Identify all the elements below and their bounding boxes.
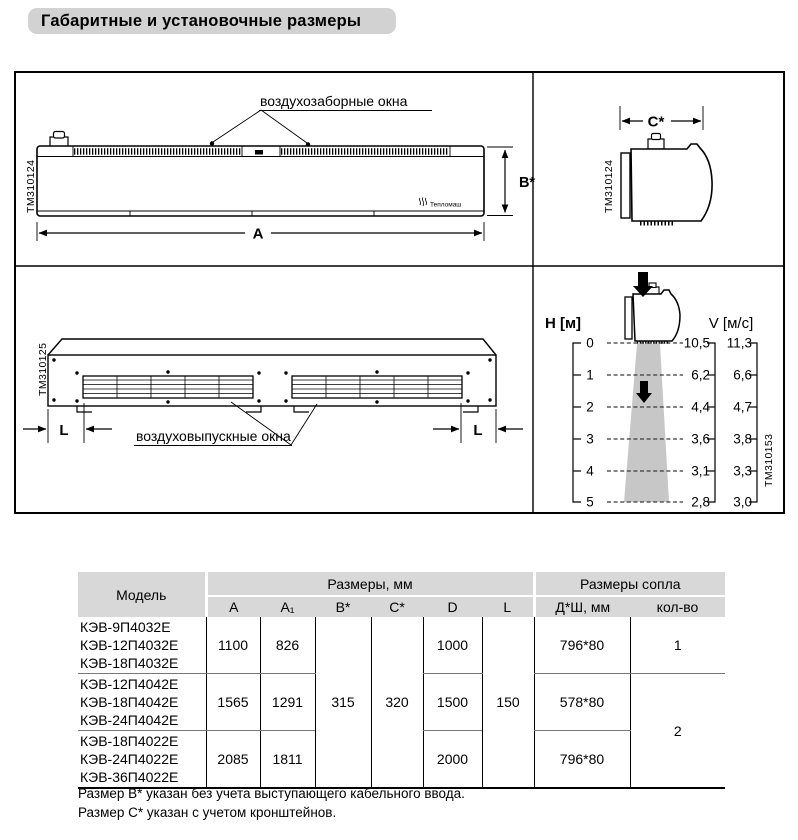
svg-text:4,4: 4,4 — [691, 399, 710, 415]
col-header-c: C* — [371, 596, 423, 617]
l-dimension-left — [23, 403, 112, 443]
col-header-l: L — [482, 596, 534, 617]
svg-text:6,2: 6,2 — [691, 367, 710, 383]
model-cell: КЭВ-12П4042Е КЭВ-18П4042Е КЭВ-24П4042Е — [78, 674, 206, 731]
outlet-grille-right — [292, 376, 462, 398]
air-curtain-icon — [625, 283, 680, 343]
col-header-nozzle-size: Д*Ш, мм — [534, 596, 630, 617]
svg-text:1: 1 — [586, 367, 594, 383]
value-a1: 826 — [260, 617, 315, 674]
value-qty-shared: 2 — [630, 674, 725, 789]
footnote-c: Размер С* указан с учетом кронштейнов. — [78, 805, 337, 820]
svg-text:3,1: 3,1 — [691, 463, 710, 479]
footnotes — [78, 784, 465, 822]
footnote-b: Размер В* указан без учета выступающего кабельного ввода. — [78, 786, 465, 801]
jet-velocity-chart — [545, 272, 775, 510]
svg-text:3,8: 3,8 — [733, 431, 752, 447]
b-dimension — [487, 147, 535, 216]
v-center-values — [684, 336, 711, 510]
value-a: 1565 — [206, 674, 260, 731]
table-row-group-1 — [78, 617, 725, 674]
h-axis-ticks — [586, 336, 594, 510]
air-curtain-bottom-drawing — [48, 339, 496, 412]
value-nozzle: 796*80 — [534, 731, 630, 789]
page-title: Габаритные и установочные размеры — [41, 11, 362, 30]
col-header-b: B* — [315, 596, 371, 617]
value-d: 2000 — [423, 731, 482, 789]
col-group-nozzle: Размеры сопла — [534, 572, 725, 596]
col-header-model: Модель — [78, 572, 206, 617]
svg-text:3,6: 3,6 — [691, 431, 710, 447]
svg-text:2: 2 — [586, 399, 594, 415]
outlet-grille-left — [83, 376, 253, 398]
value-l-shared: 150 — [482, 617, 534, 788]
drawing-number-front: ТМ310124 — [25, 159, 37, 213]
intake-callout-leaders — [210, 110, 310, 147]
v-axis-label: V [м/с] — [708, 315, 754, 332]
svg-text:3,0: 3,0 — [733, 494, 752, 510]
svg-text:4: 4 — [586, 463, 594, 479]
value-a1: 1291 — [260, 674, 315, 731]
dim-l-right-label: L — [473, 422, 483, 439]
svg-text:0: 0 — [586, 335, 594, 351]
svg-text:10,5: 10,5 — [683, 335, 710, 351]
logo-text: Тепломаш — [430, 201, 462, 209]
h-axis-label: H [м] — [544, 315, 582, 332]
svg-text:4,7: 4,7 — [733, 399, 752, 415]
v-edge-values — [727, 336, 752, 510]
front-view — [25, 93, 535, 243]
bottom-view — [23, 339, 523, 446]
a-dimension — [37, 222, 484, 243]
h-axis-bracket — [573, 343, 581, 502]
col-header-d: D — [423, 596, 482, 617]
dim-b-label: B* — [518, 175, 536, 191]
outlet-windows-callout: воздуховыпускные окна — [136, 428, 291, 444]
value-qty: 1 — [630, 617, 725, 674]
svg-text:3: 3 — [586, 431, 594, 447]
value-d: 1500 — [423, 674, 482, 731]
svg-text:6,6: 6,6 — [733, 367, 752, 383]
value-nozzle: 578*80 — [534, 674, 630, 731]
col-header-nozzle-qty: кол-во — [630, 596, 725, 617]
value-a1: 1811 — [260, 731, 315, 789]
value-d: 1000 — [423, 617, 482, 674]
value-a: 1100 — [206, 617, 260, 674]
col-header-a1: A₁ — [260, 596, 315, 617]
col-header-a: A — [206, 596, 260, 617]
drawing-number-side: ТМ310124 — [603, 159, 615, 213]
svg-text:11,3: 11,3 — [726, 335, 752, 351]
dim-l-left-label: L — [59, 422, 69, 439]
c-dimension — [620, 106, 703, 131]
section-title-bar — [28, 8, 396, 34]
intake-windows-callout: воздухозаборные окна — [260, 93, 408, 109]
dim-a-label: A — [252, 225, 264, 243]
dimensions-table — [78, 572, 725, 789]
drawing-number-bottom: ТМ310125 — [37, 342, 49, 396]
dim-c-label: C* — [647, 113, 665, 131]
value-c-shared: 320 — [371, 617, 423, 788]
model-cell: КЭВ-18П4022Е КЭВ-24П4022Е КЭВ-36П4022Е — [80, 733, 179, 785]
value-b-shared: 315 — [315, 617, 371, 788]
air-curtain-front-drawing — [37, 132, 484, 217]
svg-text:3,3: 3,3 — [733, 463, 752, 479]
model-cell: КЭВ-9П4032Е КЭВ-12П4032Е КЭВ-18П4032Е — [78, 617, 206, 674]
svg-text:5: 5 — [586, 494, 594, 510]
drawing-number-chart: ТМ310153 — [763, 433, 775, 487]
side-view — [603, 106, 712, 224]
value-nozzle: 796*80 — [534, 617, 630, 674]
air-curtain-side-drawing — [621, 134, 712, 224]
col-group-dimensions: Размеры, мм — [206, 572, 534, 596]
svg-text:2,8: 2,8 — [691, 494, 710, 510]
value-a: 2085 — [206, 731, 260, 789]
air-jet-cone — [624, 344, 669, 502]
dimensional-drawings-panel — [14, 71, 785, 515]
